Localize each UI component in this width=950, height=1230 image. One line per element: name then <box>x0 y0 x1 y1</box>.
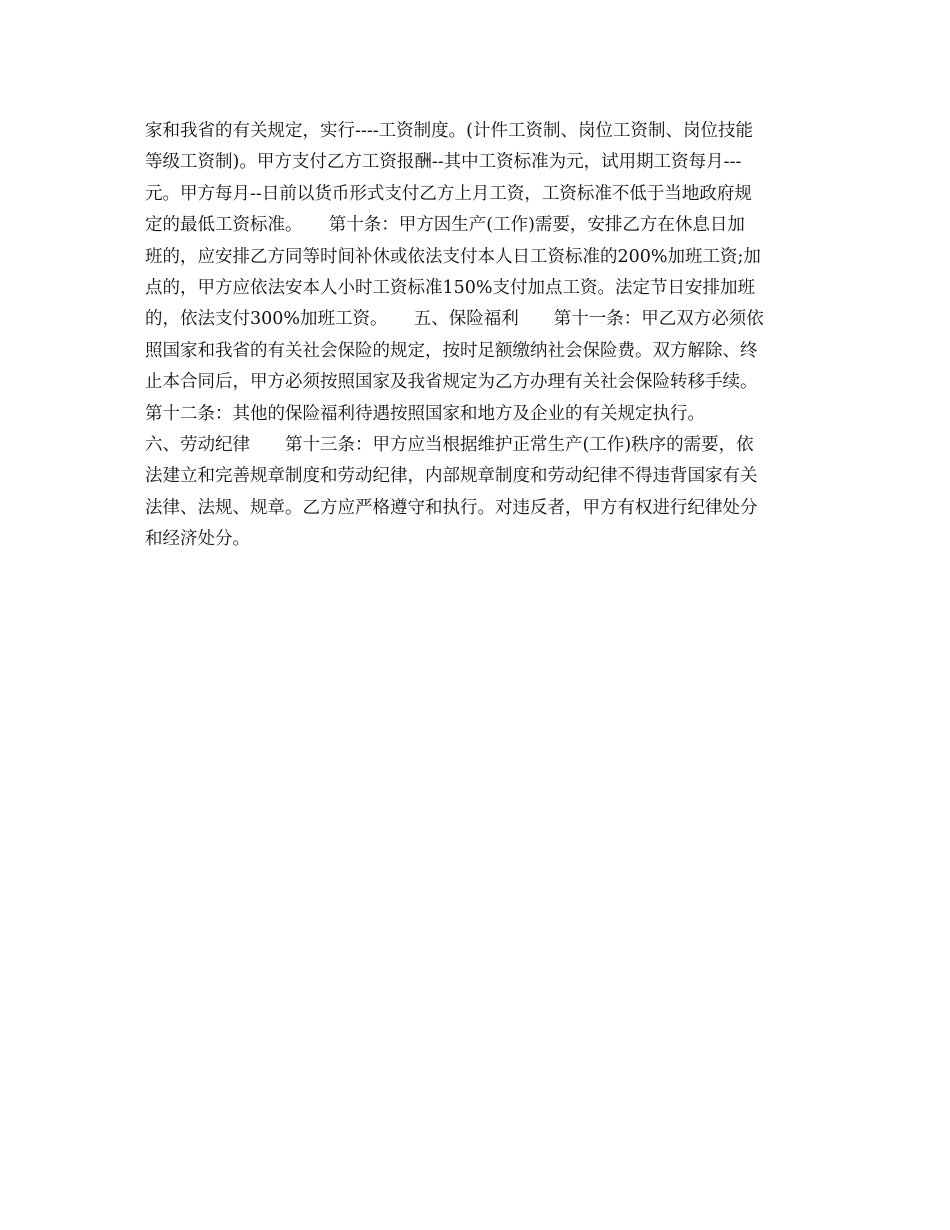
text-line: 法律、法规、规章。乙方应严格遵守和执行。对违反者，甲方有权进行纪律处分 <box>145 497 758 518</box>
text-line: 班的，应安排乙方同等时间补休或依法支付本人日工资标准的200%加班工资;加 <box>145 246 761 267</box>
text-line: 等级工资制)。甲方支付乙方工资报酬--其中工资标准为元，试用期工资每月--- <box>145 152 742 173</box>
document-body <box>145 116 810 555</box>
text-line: 第十二条：其他的保险福利待遇按照国家和地方及企业的有关规定执行。 <box>145 403 705 424</box>
text-line: 照国家和我省的有关社会保险的规定，按时足额缴纳社会保险费。双方解除、终 <box>145 340 758 361</box>
text-line: 法建立和完善规章制度和劳动纪律，内部规章制度和劳动纪律不得违背国家有关 <box>145 466 758 487</box>
text-line: 止本合同后，甲方必须按照国家及我省规定为乙方办理有关社会保险转移手续。 <box>145 372 758 393</box>
text-line: 的，依法支付300%加班工资。 五、保险福利 第十一条：甲乙双方必须依 <box>145 309 764 330</box>
text-line: 家和我省的有关规定，实行----工资制度。(计件工资制、岗位工资制、岗位技能 <box>145 121 753 141</box>
text-line: 六、劳动纪律 第十三条：甲方应当根据维护正常生产(工作)秩序的需要，依 <box>145 434 754 455</box>
text-line: 点的，甲方应依法安本人小时工资标准150%支付加点工资。法定节日安排加班 <box>145 277 756 298</box>
text-line: 元。甲方每月--日前以货币形式支付乙方上月工资，工资标准不低于当地政府规 <box>145 183 752 204</box>
text-line: 和经济处分。 <box>145 529 250 550</box>
text-line: 定的最低工资标准。 第十条：甲方因生产(工作)需要，安排乙方在休息日加 <box>145 215 745 236</box>
